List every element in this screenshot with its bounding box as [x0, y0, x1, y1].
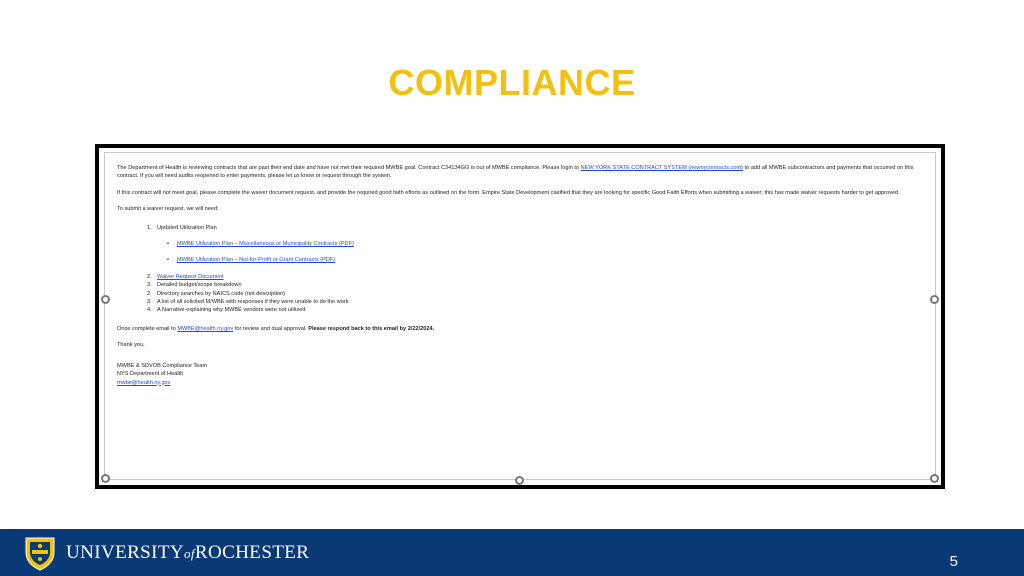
resize-handle-bottom-left[interactable] — [101, 474, 110, 483]
mwbe-email-link[interactable]: MWBE@health.ny.gov — [177, 325, 234, 332]
list-item — [167, 256, 927, 264]
contract-system-link[interactable]: NEW YORK STATE CONTRACT SYSTEM (newnycontracts.com) — [580, 165, 744, 171]
email-signature: MWBE & SDVOB Compliance Team NYS Department of Health mwbe@health.ny.gov — [117, 362, 208, 386]
list-item: 3. Detailed budget/scope breakdown — [147, 282, 242, 289]
list-item: 2. Waiver Request Document — [147, 273, 224, 280]
email-paragraph-3: To submit a waiver request, we will need: — [117, 206, 219, 213]
bullet-icon: • — [167, 241, 169, 248]
email-paragraph-2: If this contract will not meet goal, please complete the waiver document request, and provide the required good faith efforts as outlined on the form. Empire State Development clarified that they are looking for specific Good Faith Efforts when submitting a waiver; this has made waiver requests harder to get approved. — [117, 189, 900, 196]
utilization-plan-misc-link[interactable]: MWBE Utilization Plan – Miscellaneous or Municipality Contracts (PDF) — [177, 241, 354, 248]
email-paragraph-1: The Department of Health is reviewing contracts that are past their end date and have not met their required MWBE goal. Contract C34134GG is out of MWBE compliance. Please login to NEW YORK STATE CONTRACT SYSTEM (newnycontracts.com) to add all MWBE subcontractors and payments that occurred on this contract. If you will need audits reopened to enter payments, please let us know or request through the system. — [117, 165, 914, 180]
email-paragraph-4: Once complete email to MWBE@health.ny.gov for review and dual approval. Please respond back to this email by 2/22/2024. — [117, 325, 435, 332]
resize-handle-bottom-right[interactable] — [930, 474, 939, 483]
signature-email-link[interactable]: mwbe@health.ny.gov — [117, 379, 171, 386]
list-item: 4. A Narrative explaining why MWBE vendors were not utilized — [147, 307, 306, 314]
resize-handle-left[interactable] — [101, 295, 110, 304]
utilization-plan-nfp-link[interactable]: MWBE Utilization Plan – Not-for-Profit or Grant Contracts (PDF) — [177, 257, 336, 264]
email-body — [117, 164, 927, 387]
waiver-request-link[interactable]: Waiver Request Document — [157, 273, 224, 280]
list-item — [167, 240, 927, 248]
university-wordmark: UNIVERSITYofROCHESTER — [66, 542, 310, 563]
resize-handle-right[interactable] — [930, 295, 939, 304]
slide-title: COMPLIANCE — [388, 62, 636, 103]
university-seal-icon — [22, 535, 58, 571]
list-item: 3. A list of all solicited M/WBE with responses if they were unable to do the work — [147, 299, 349, 306]
list-item: 2. Directory searches by NAICS code (not description) — [147, 290, 286, 297]
list-item: 1. Updated Utilization Plan — [147, 224, 217, 231]
page-number: 5 — [949, 553, 958, 570]
email-screenshot[interactable] — [95, 144, 945, 489]
email-thanks: Thank you, — [117, 342, 145, 349]
bullet-icon: • — [167, 257, 169, 264]
resize-handle-bottom[interactable] — [515, 476, 524, 485]
